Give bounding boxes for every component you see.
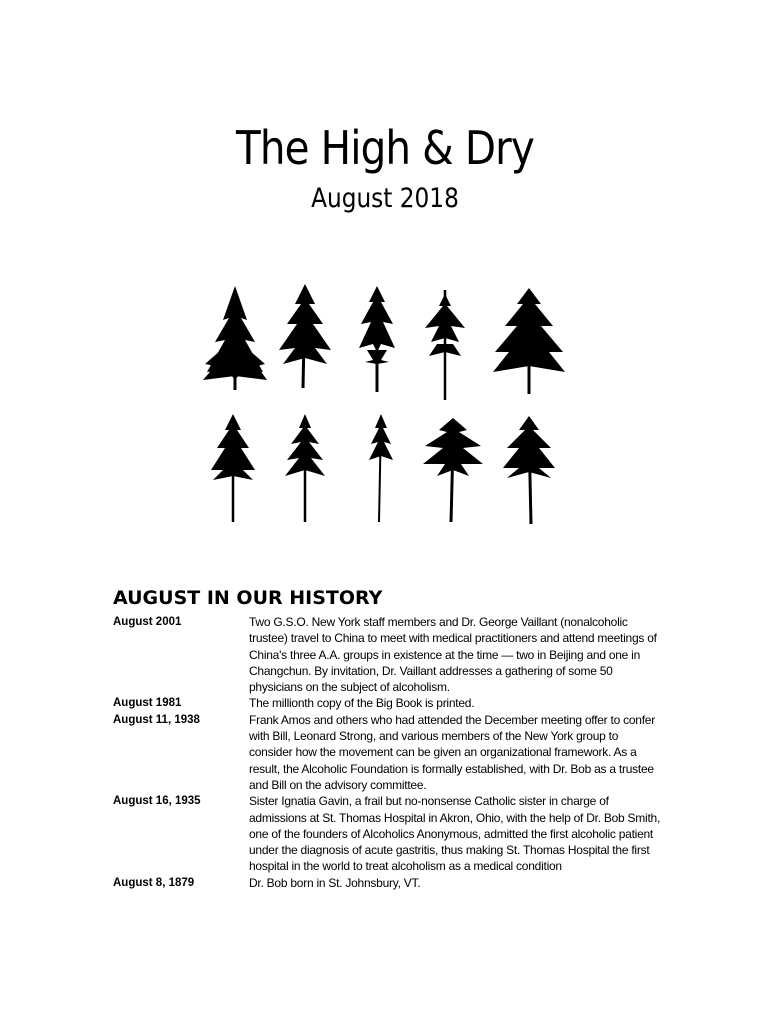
pine-tree-icon (423, 418, 483, 522)
pine-tree-icon (425, 290, 465, 400)
history-entry-date: August 1981 (113, 697, 182, 710)
history-entry-text: Two G.S.O. New York staff members and Dr. George Vaillant (nonalcoholic trustee) travel to China to meet with medical practitioners and attend meetings of China's three A.A. groups in existence at the time — two in Beijing and one in Changchun. By invitation, Dr. Vaillant addresses a gathering of some 50 physicians on the subject of alcoholism. (249, 615, 657, 695)
newsletter-issue-date: August 2018 (311, 183, 459, 214)
pine-tree-icon (203, 286, 267, 390)
history-entry-text: Dr. Bob born in St. Johnsbury, VT. (249, 875, 421, 890)
pine-tree-icon (493, 288, 565, 394)
history-entry-text: Frank Amos and others who had attended the December meeting offer to confer with Bill, Leonard Strong, and various members of the New York group to consider how the movement can be given an organizational framework. As a result, the Alcoholic Foundation is formally established, with Dr. Bob as a trustee and Bill on the advisory committee. (249, 712, 655, 792)
pine-tree-icon (369, 414, 393, 522)
pine-tree-icon (359, 286, 395, 392)
pine-tree-icon (285, 414, 325, 522)
pine-tree-icon (279, 284, 331, 388)
history-entry-date: August 2001 (113, 616, 182, 628)
newsletter-title: The High & Dry (236, 121, 534, 175)
history-entry (113, 875, 673, 891)
history-entry (113, 712, 673, 793)
history-entry-text: The millionth copy of the Big Book is printed. (249, 696, 475, 711)
pine-trees-illustration (195, 280, 575, 530)
history-entry-date: August 16, 1935 (113, 795, 201, 808)
history-list (113, 614, 673, 891)
history-entry (113, 695, 673, 711)
history-entry-date: August 11, 1938 (113, 713, 200, 726)
history-entry (113, 793, 673, 874)
pine-tree-icon (211, 414, 255, 522)
history-entry (113, 614, 673, 695)
pine-tree-icon (503, 416, 555, 524)
history-heading: AUGUST IN OUR HISTORY (113, 587, 383, 609)
history-entry-text: Sister Ignatia Gavin, a frail but no-nonsense Catholic sister in charge of admissions at St. Thomas Hospital in Akron, Ohio, with the help of Dr. Bob Smith, one of the founders of Alcoholics Anonymous, admitted the first alcoholic patient under the diagnosis of acute gastritis, thus making St. Thomas Hospital the first hospital in the world to treat alcoholism as a medical condition (249, 794, 661, 874)
history-entry-date: August 8, 1879 (113, 876, 195, 889)
